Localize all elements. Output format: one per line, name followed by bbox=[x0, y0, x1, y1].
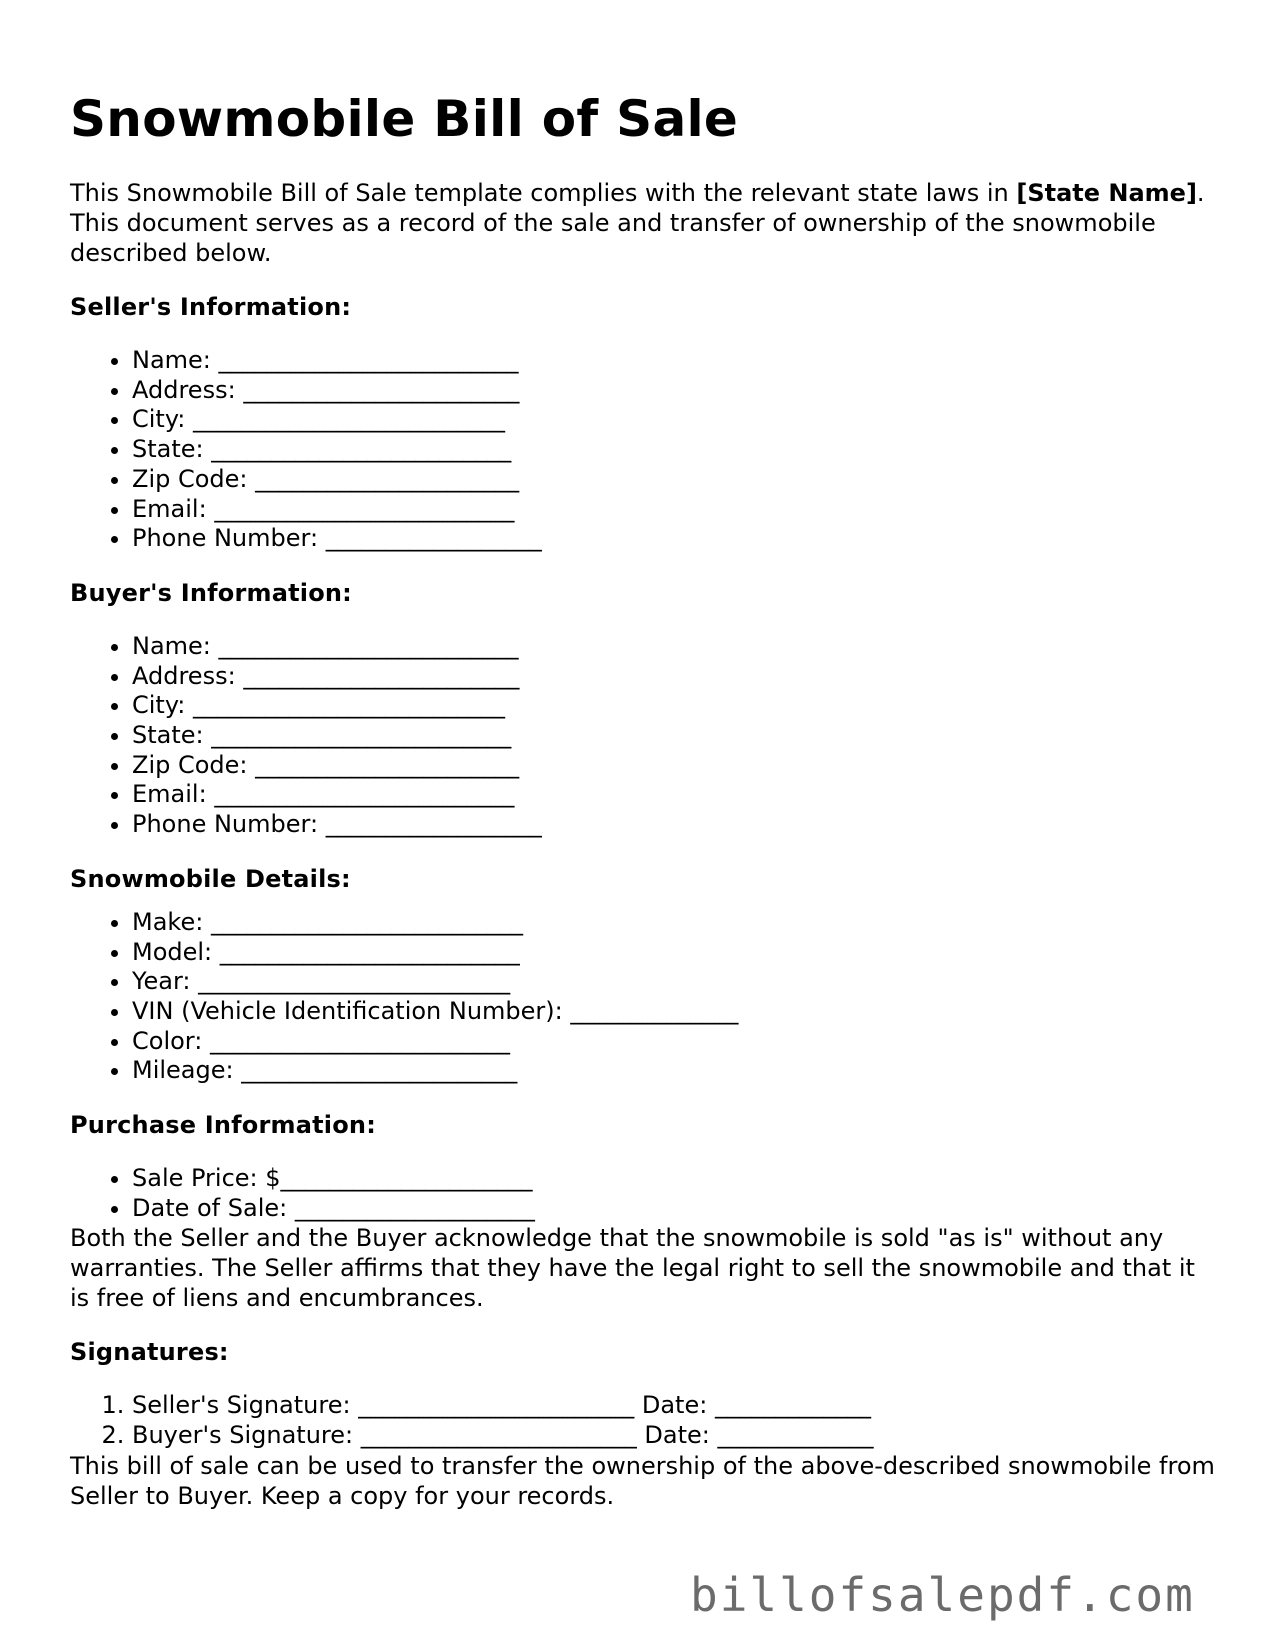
fill-in-blank[interactable]: __________________________ bbox=[193, 405, 506, 434]
state-name-placeholder: [State Name] bbox=[1016, 179, 1197, 207]
snowmobile-mileage-field bbox=[132, 1056, 1220, 1086]
snowmobile-make-field bbox=[132, 908, 1220, 938]
signature-fields bbox=[70, 1391, 1220, 1450]
seller-address-field bbox=[132, 376, 1220, 406]
buyer-fields bbox=[70, 632, 1220, 840]
fill-in-blank[interactable]: __________________ bbox=[325, 524, 542, 553]
fill-in-blank[interactable]: __________________________ bbox=[210, 907, 523, 936]
field-label: Address: bbox=[132, 661, 236, 690]
date-of-sale-field bbox=[132, 1194, 1220, 1224]
intro-text: This Snowmobile Bill of Sale template complies with the relevant state laws in bbox=[70, 179, 1017, 207]
snowmobile-fields bbox=[70, 908, 1220, 1086]
field-label: State: bbox=[132, 721, 204, 750]
fill-in-blank[interactable]: _________________________ bbox=[209, 1026, 510, 1055]
field-label: Email: bbox=[132, 494, 207, 523]
seller-name-field bbox=[132, 346, 1220, 376]
buyer-heading: Buyer's Information: bbox=[70, 578, 352, 607]
closing-paragraph: This bill of sale can be used to transfer the ownership of the above-described snowmobile from Seller to Buyer. Keep a copy for your records. bbox=[70, 1451, 1215, 1510]
fill-in-blank[interactable]: _________________________ bbox=[219, 937, 520, 966]
snowmobile-year-field bbox=[132, 967, 1220, 997]
fill-in-blank[interactable]: ____________________ bbox=[294, 1193, 535, 1222]
snowmobile-vin-field bbox=[132, 997, 1220, 1027]
field-label: Zip Code: bbox=[132, 750, 248, 779]
fill-in-blank[interactable]: __________________ bbox=[325, 810, 542, 839]
buyer-address-field bbox=[132, 662, 1220, 692]
fill-in-blank[interactable]: _________________________ bbox=[211, 435, 512, 464]
signature-blank[interactable]: _______________________ bbox=[358, 1391, 635, 1420]
document bbox=[70, 86, 1220, 1511]
fill-in-blank[interactable]: _______________________ bbox=[243, 661, 520, 690]
fill-in-blank[interactable]: _______________________ bbox=[243, 375, 520, 404]
date-label: Date: bbox=[644, 1421, 710, 1450]
buyer-signature-line bbox=[132, 1421, 1220, 1451]
field-label: Year: bbox=[132, 967, 191, 996]
seller-phone-field bbox=[132, 524, 1220, 554]
page-title: Snowmobile Bill of Sale bbox=[70, 90, 739, 148]
field-label: Seller's Signature: bbox=[132, 1391, 351, 1420]
snowmobile-color-field bbox=[132, 1027, 1220, 1057]
sale-price-field bbox=[132, 1164, 1220, 1194]
buyer-phone-field bbox=[132, 810, 1220, 840]
fill-in-blank[interactable]: ______________ bbox=[570, 996, 739, 1025]
seller-city-field bbox=[132, 405, 1220, 435]
intro-paragraph bbox=[70, 178, 1220, 268]
fill-in-blank[interactable]: _____________________ bbox=[280, 1164, 533, 1193]
field-label: Email: bbox=[132, 780, 207, 809]
fill-in-blank[interactable]: _________________________ bbox=[214, 494, 515, 523]
field-label: Sale Price: $ bbox=[132, 1164, 281, 1193]
field-label: Model: bbox=[132, 937, 213, 966]
seller-heading: Seller's Information: bbox=[70, 293, 352, 321]
field-label: Name: bbox=[132, 631, 211, 660]
fill-in-blank[interactable]: __________________________ bbox=[193, 691, 506, 720]
fill-in-blank[interactable]: _________________________ bbox=[214, 780, 515, 809]
field-label: State: bbox=[132, 435, 204, 464]
watermark: billofsalepdf.com bbox=[690, 1568, 1195, 1622]
seller-state-field bbox=[132, 435, 1220, 465]
field-label: Buyer's Signature: bbox=[132, 1421, 354, 1450]
purchase-heading: Purchase Information: bbox=[70, 1111, 376, 1140]
seller-zip-field bbox=[132, 465, 1220, 495]
field-label: Color: bbox=[132, 1026, 203, 1055]
field-label: Zip Code: bbox=[132, 464, 248, 493]
fill-in-blank[interactable]: _________________________ bbox=[211, 721, 512, 750]
snowmobile-model-field bbox=[132, 938, 1220, 968]
purchase-fields bbox=[70, 1164, 1220, 1223]
buyer-city-field bbox=[132, 691, 1220, 721]
acknowledgement-paragraph: Both the Seller and the Buyer acknowledge that the snowmobile is sold "as is" without any warranties. The Seller affirms that they have the legal right to sell the snowmobile and that it is free of liens and encumbrances. bbox=[70, 1224, 1195, 1313]
fill-in-blank[interactable]: _________________________ bbox=[218, 631, 519, 660]
seller-email-field bbox=[132, 495, 1220, 525]
field-label: Mileage: bbox=[132, 1056, 234, 1085]
buyer-name-field bbox=[132, 632, 1220, 662]
field-label: City: bbox=[132, 691, 186, 720]
intro-text-end: . This document serves as a record of the sale and transfer of ownership of the snowmobile described below. bbox=[70, 179, 1205, 267]
date-label: Date: bbox=[641, 1391, 708, 1420]
seller-signature-line bbox=[132, 1391, 1220, 1421]
buyer-zip-field bbox=[132, 751, 1220, 781]
field-label: Name: bbox=[132, 346, 211, 374]
snowmobile-heading: Snowmobile Details: bbox=[70, 864, 351, 893]
fill-in-blank[interactable]: ______________________ bbox=[255, 750, 520, 779]
seller-fields bbox=[70, 346, 1220, 554]
date-blank[interactable]: _____________ bbox=[717, 1421, 874, 1450]
field-label: Date of Sale: bbox=[132, 1193, 288, 1222]
signature-blank[interactable]: _______________________ bbox=[360, 1421, 637, 1450]
fill-in-blank[interactable]: _________________________ bbox=[218, 346, 519, 374]
date-blank[interactable]: _____________ bbox=[714, 1391, 871, 1420]
buyer-email-field bbox=[132, 780, 1220, 810]
buyer-state-field bbox=[132, 721, 1220, 751]
fill-in-blank[interactable]: ______________________ bbox=[255, 464, 520, 493]
fill-in-blank[interactable]: _______________________ bbox=[241, 1056, 518, 1085]
fill-in-blank[interactable]: __________________________ bbox=[198, 967, 511, 996]
signatures-heading: Signatures: bbox=[70, 1338, 229, 1367]
field-label: Phone Number: bbox=[132, 810, 319, 839]
field-label: City: bbox=[132, 405, 186, 434]
field-label: Phone Number: bbox=[132, 524, 319, 553]
field-label: Address: bbox=[132, 375, 236, 404]
field-label: VIN (Vehicle Identification Number): bbox=[132, 996, 563, 1025]
field-label: Make: bbox=[132, 907, 204, 936]
